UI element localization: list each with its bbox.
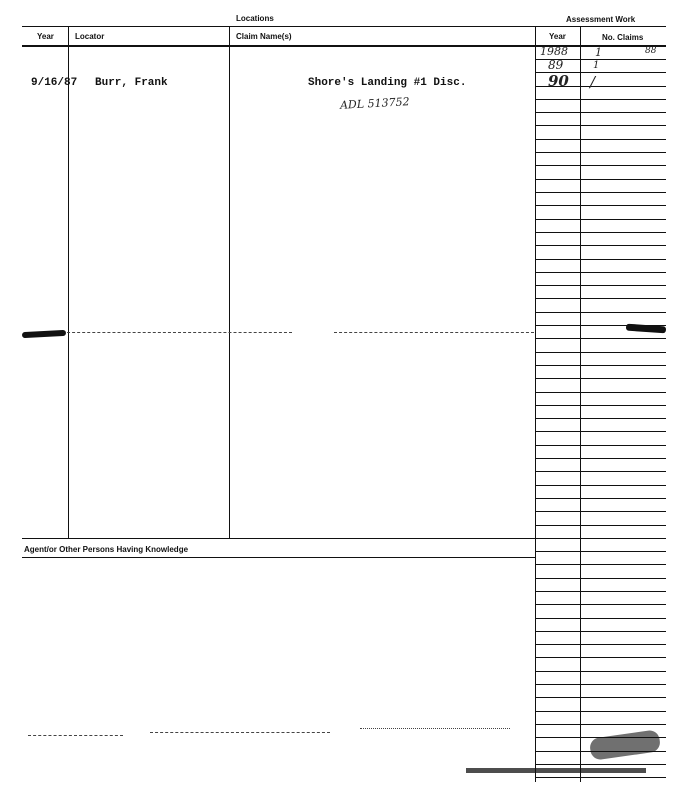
bottom-noise-line-3: [360, 728, 510, 729]
assessment-row-rule: [536, 471, 666, 472]
assessment-row-rule: [536, 298, 666, 299]
year-locator-divider: [68, 26, 69, 538]
assessment-row-rule: [536, 272, 666, 273]
assessment-row-rule: [536, 152, 666, 153]
assessment-row-rule: [536, 192, 666, 193]
header-bottom-rule: [22, 45, 666, 47]
assessment-row-rule: [536, 485, 666, 486]
handwritten-claim-id: ADL 513752: [339, 95, 410, 112]
assessment-row-rule: [536, 578, 666, 579]
assessment-row-rule: [536, 259, 666, 260]
smudge-corner: [589, 729, 661, 761]
entry-locator: Burr, Frank: [95, 77, 168, 89]
assessment-row-rule: [536, 764, 666, 765]
assessment-row-rule: [536, 711, 666, 712]
assessment-work-header: Assessment Work: [566, 15, 636, 24]
bottom-noise-line-1: [28, 735, 123, 736]
assessment-row-rule: [536, 112, 666, 113]
assessment-row-rule: [536, 285, 666, 286]
locator-claim-divider: [229, 26, 230, 538]
assessment-year-2: 89: [548, 58, 564, 72]
assessment-row-rule: [536, 232, 666, 233]
assessment-note-1: 88: [645, 46, 657, 56]
assessment-row-rule: [536, 631, 666, 632]
assessment-row-rule: [536, 165, 666, 166]
assessment-row-rule: [536, 618, 666, 619]
entry-claim-name: Shore's Landing #1 Disc.: [308, 77, 467, 89]
assessment-row-rule: [536, 365, 666, 366]
entry-date: 9/16/87: [31, 77, 78, 89]
agent-header-rule: [22, 557, 536, 558]
assessment-row-rule: [536, 644, 666, 645]
fold-mark-left: [22, 330, 66, 338]
assessment-row-rule: [536, 724, 666, 725]
assessment-row-rule: [536, 352, 666, 353]
assessment-row-rule: [536, 564, 666, 565]
fold-line-left: [62, 332, 292, 333]
assessment-row-rule: [536, 378, 666, 379]
assessment-row-rule: [536, 99, 666, 100]
assessment-row-rule: [536, 657, 666, 658]
assessment-row-rule: [536, 139, 666, 140]
locations-header: Locations: [236, 14, 274, 23]
assessment-row-rule: [536, 538, 666, 539]
assessment-row-rule: [536, 697, 666, 698]
fold-mark-right: [626, 324, 666, 334]
bottom-noise-line-2: [150, 732, 330, 733]
assessment-year-1: 1988: [540, 45, 568, 58]
assessment-row-rule: [536, 591, 666, 592]
assessment-claims-1: 1: [595, 46, 602, 59]
assessment-row-rule: [536, 431, 666, 432]
locations-bottom-rule: [22, 538, 536, 539]
assessment-row-rule: [536, 671, 666, 672]
assessment-row-rule: [536, 312, 666, 313]
assessment-year-3: 90: [548, 72, 569, 90]
year-column-header: Year: [37, 32, 54, 41]
assessment-row-rule: [536, 418, 666, 419]
assessment-row-rule: [536, 205, 666, 206]
claim-names-column-header: Claim Name(s): [236, 32, 292, 41]
fold-line-right: [334, 332, 534, 333]
assessment-row-rule: [536, 551, 666, 552]
locator-column-header: Locator: [75, 32, 105, 41]
assessment-row-rule: [536, 498, 666, 499]
assessment-row-rule: [536, 219, 666, 220]
assessment-row-rule: [536, 338, 666, 339]
smudge-bottom: [466, 768, 646, 773]
assessment-row-rule: [536, 125, 666, 126]
assessment-row-rule: [536, 525, 666, 526]
assessment-row-rule: [536, 604, 666, 605]
assessment-row-rule: [536, 179, 666, 180]
header-top-rule: [22, 26, 666, 27]
assessment-row-rule: [536, 245, 666, 246]
assessment-claims-2: 1: [593, 60, 600, 71]
assessment-row-rule: [536, 405, 666, 406]
assessment-year-column-header: Year: [549, 32, 566, 41]
assessment-row-rule: [536, 511, 666, 512]
assessment-row-rule: [536, 392, 666, 393]
assessment-row-rule: [536, 684, 666, 685]
assessment-row-rule: [536, 458, 666, 459]
assessment-claims-3: /: [590, 73, 596, 91]
assessment-row-rule: [536, 777, 666, 778]
agent-section-header: Agent/or Other Persons Having Knowledge: [24, 545, 189, 554]
assessment-row-rule: [536, 445, 666, 446]
no-claims-column-header: No. Claims: [602, 33, 644, 42]
